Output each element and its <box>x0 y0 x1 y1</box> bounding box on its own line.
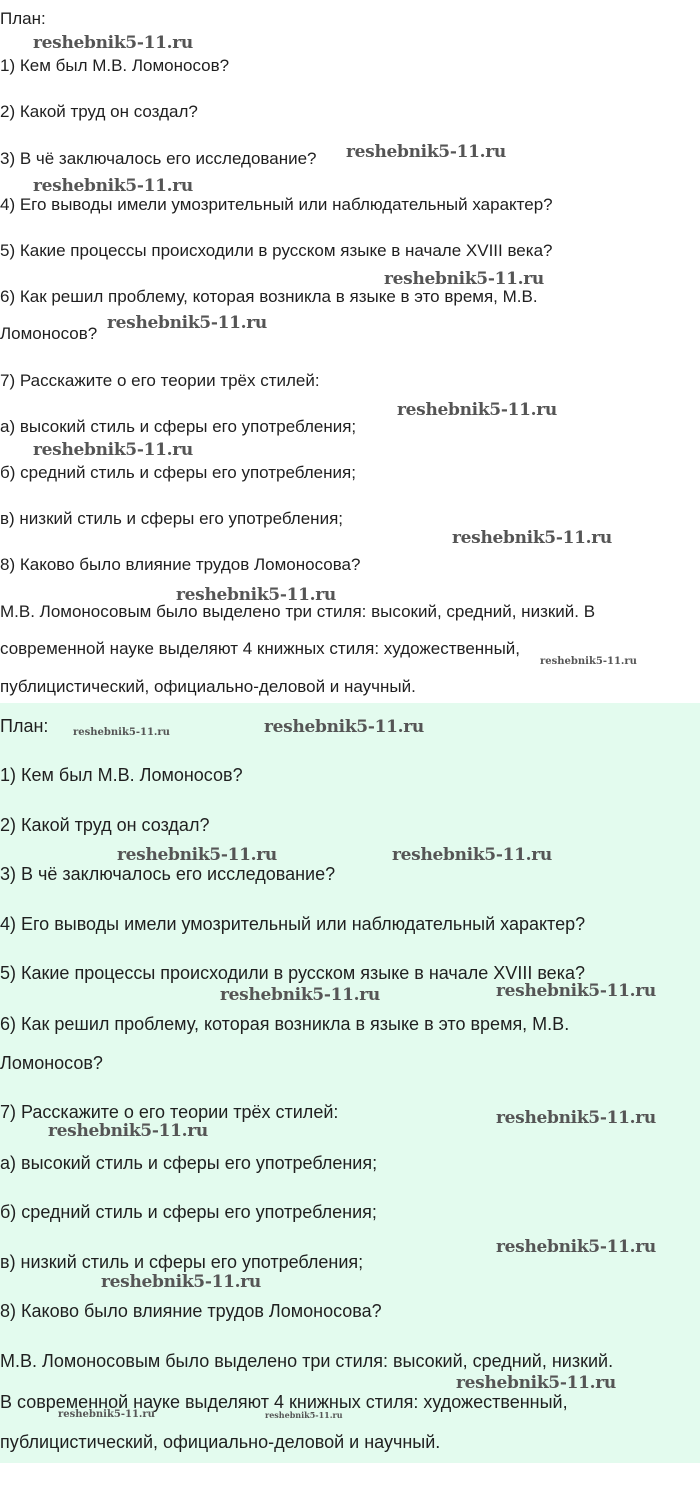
question-7a: а) высокий стиль и сферы его употребления; <box>0 417 357 436</box>
text-block-2 <box>0 703 700 1463</box>
watermark: reshebnik5-11.ru <box>346 142 506 162</box>
question-4: 4) Его выводы имели умозрительный или наблюдательный характер? <box>0 195 553 214</box>
watermark: reshebnik5-11.ru <box>265 1410 343 1420</box>
watermark: reshebnik5-11.ru <box>33 440 193 460</box>
text-block-1 <box>0 0 700 703</box>
plan-label: План: <box>0 716 49 736</box>
question-6: 6) Как решил проблему, которая возникла в языке в это время, М.В. <box>0 287 538 306</box>
question-6-cont: Ломоносов? <box>0 324 98 343</box>
answer-line-1: М.В. Ломоносовым было выделено три стиля: высокий, средний, низкий. В <box>0 602 596 621</box>
plan-label: План: <box>0 9 46 28</box>
watermark: reshebnik5-11.ru <box>392 845 552 865</box>
watermark: reshebnik5-11.ru <box>73 727 170 738</box>
question-2: 2) Какой труд он создал? <box>0 102 198 121</box>
question-1: 1) Кем был М.В. Ломоносов? <box>0 765 243 785</box>
answer-line-3: публицистический, официально-деловой и научный. <box>0 1432 441 1452</box>
watermark: reshebnik5-11.ru <box>496 1237 656 1257</box>
answer-line-1: М.В. Ломоносовым было выделено три стиля: высокий, средний, низкий. <box>0 1351 614 1371</box>
question-5: 5) Какие процессы происходили в русском языке в начале XVIII века? <box>0 241 553 260</box>
watermark: reshebnik5-11.ru <box>48 1121 208 1141</box>
watermark: reshebnik5-11.ru <box>456 1373 616 1393</box>
question-7a: а) высокий стиль и сферы его употребления; <box>0 1153 378 1173</box>
watermark: reshebnik5-11.ru <box>220 985 380 1005</box>
watermark: reshebnik5-11.ru <box>33 33 193 53</box>
question-5: 5) Какие процессы происходили в русском языке в начале XVIII века? <box>0 963 585 983</box>
watermark: reshebnik5-11.ru <box>58 1409 155 1420</box>
watermark: reshebnik5-11.ru <box>496 1108 656 1128</box>
question-3: 3) В чё заключалось его исследование? <box>0 864 336 884</box>
question-7c: в) низкий стиль и сферы его употребления; <box>0 509 343 528</box>
question-7b: б) средний стиль и сферы его употребления; <box>0 463 356 482</box>
question-2: 2) Какой труд он создал? <box>0 815 210 835</box>
watermark: reshebnik5-11.ru <box>540 656 637 667</box>
watermark: reshebnik5-11.ru <box>33 176 193 196</box>
question-7: 7) Расскажите о его теории трёх стилей: <box>0 1102 339 1122</box>
question-7c: в) низкий стиль и сферы его употребления; <box>0 1252 364 1272</box>
watermark: reshebnik5-11.ru <box>397 400 557 420</box>
answer-line-3: публицистический, официально-деловой и научный. <box>0 677 416 696</box>
question-7: 7) Расскажите о его теории трёх стилей: <box>0 371 320 390</box>
watermark: reshebnik5-11.ru <box>264 717 424 737</box>
watermark: reshebnik5-11.ru <box>117 845 277 865</box>
question-7b: б) средний стиль и сферы его употребления; <box>0 1202 377 1222</box>
question-8: 8) Каково было влияние трудов Ломоносова? <box>0 1301 382 1321</box>
watermark: reshebnik5-11.ru <box>384 269 544 289</box>
question-1: 1) Кем был М.В. Ломоносов? <box>0 56 230 75</box>
answer-line-2: современной науке выделяют 4 книжных стиля: художественный, <box>0 639 521 658</box>
question-8: 8) Каково было влияние трудов Ломоносова? <box>0 555 361 574</box>
watermark: reshebnik5-11.ru <box>107 313 267 333</box>
watermark: reshebnik5-11.ru <box>176 585 336 605</box>
watermark: reshebnik5-11.ru <box>452 528 612 548</box>
watermark: reshebnik5-11.ru <box>496 981 656 1001</box>
answer-line-2: В современной науке выделяют 4 книжных стиля: художественный, <box>0 1392 568 1412</box>
question-6-cont: Ломоносов? <box>0 1053 103 1073</box>
question-6: 6) Как решил проблему, которая возникла в языке в это время, М.В. <box>0 1014 570 1034</box>
question-3: 3) В чё заключалось его исследование? <box>0 149 317 168</box>
watermark: reshebnik5-11.ru <box>101 1272 261 1292</box>
question-4: 4) Его выводы имели умозрительный или наблюдательный характер? <box>0 914 586 934</box>
